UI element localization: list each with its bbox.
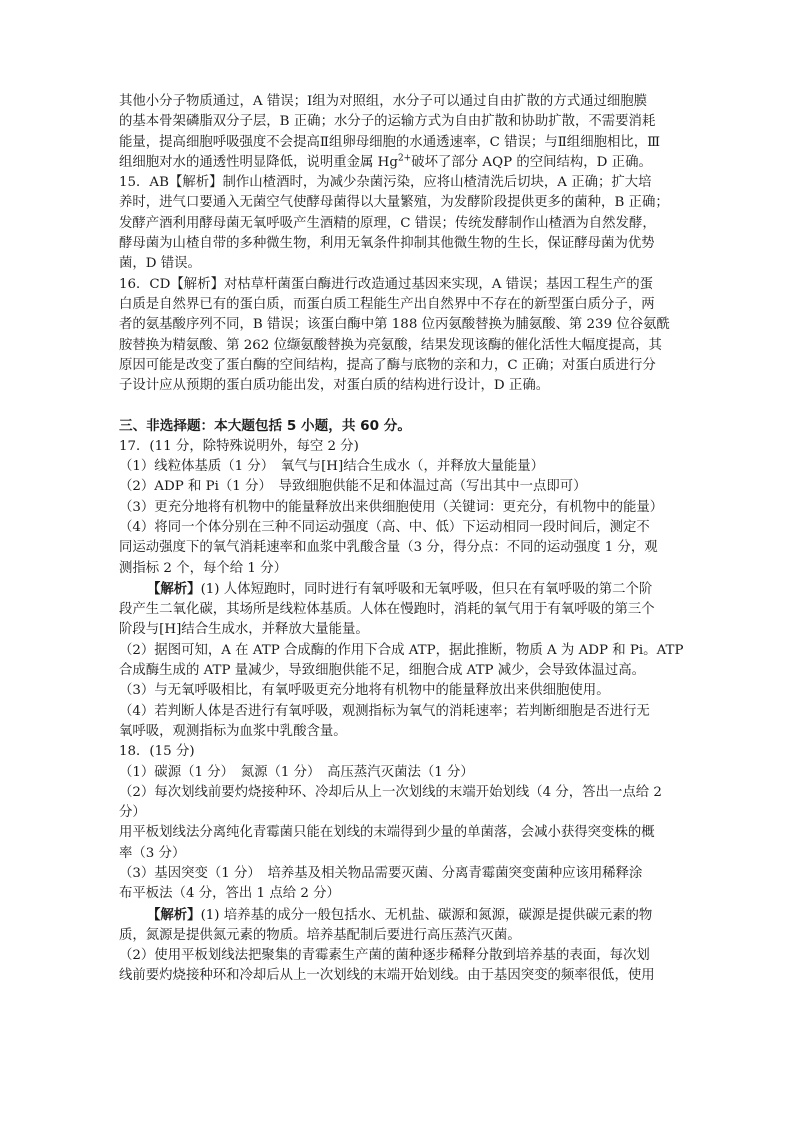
text-line: 18．(15 分) — [119, 744, 195, 760]
text-fragment: (1) 培养基的成分一般包括水、无机盐、碳源和氮源，碳源是提供碳元素的物 — [200, 907, 653, 923]
text-line: （3）基因突变（1 分） 培养基及相关物品需要灭菌、分离青霉菌突变菌种应该用稀释涂 — [119, 865, 643, 881]
answer-16 — [119, 275, 689, 397]
text-line: 能量，提高细胞呼吸强度不会提高Ⅱ组卵母细胞的水通透速率，C 错误；与Ⅱ组细胞相比，Ⅲ — [119, 134, 661, 150]
spacer — [119, 396, 689, 416]
text-line: （1）线粒体基质（1 分） 氧气与[H]结合生成水（，并释放大量能量） — [119, 459, 545, 475]
text-line — [119, 905, 689, 926]
document-page — [119, 92, 689, 987]
text-line: （3）更充分地将有机物中的能量释放出来供细胞使用（关键词：更充分，有机物中的能量） — [119, 499, 664, 515]
text-line: 白质是自然界已有的蛋白质，而蛋白质工程能生产出自然界中不存在的新型蛋白质分子，两 — [119, 296, 655, 312]
answer-15 — [119, 173, 689, 274]
text-line: 氧呼吸，观测指标为血浆中乳酸含量。 — [119, 723, 347, 739]
answer-14-continuation — [119, 92, 689, 173]
text-line: （2）据图可知，A 在 ATP 合成酶的作用下合成 ATP，据此推断，物质 A 为 ADP 和 Pi。ATP — [119, 642, 684, 658]
analysis-label: 【解析】 — [147, 906, 201, 923]
text-line: 胺替换为精氨酸、第 262 位缬氨酸替换为亮氨酸，结果发现该酶的催化活性大幅度提高，其 — [119, 337, 662, 353]
text-line: 16．CD【解析】对枯草杆菌蛋白酶进行改造通过基因来实现，A 错误；基因工程生产的蛋 — [119, 276, 654, 292]
text-line: 的基本骨架磷脂双分子层，B 正确；水分子的运输方式为自由扩散和协助扩散，不需要消耗 — [119, 114, 656, 130]
text-line: （2）每次划线前要灼烧接种环、冷却后从上一次划线的末端开始划线（4 分，答出一点给 2 — [119, 784, 662, 800]
text-line: （3）与无氧呼吸相比，有氧呼吸更充分地将有机物中的能量释放出来供细胞使用。 — [119, 683, 610, 699]
text-line: 质，氮源是提供氮元素的物质。培养基配制后要进行高压蒸汽灭菌。 — [119, 927, 521, 943]
text-line: 发酵产酒利用酵母菌无氧呼吸产生酒精的原理，C 错误；传统发酵制作山楂酒为自然发酵， — [119, 215, 656, 231]
text-fragment: (1) 人体短跑时，同时进行有氧呼吸和无氧呼吸，但只在有氧呼吸的第二个阶 — [200, 581, 653, 597]
text-line: 布平板法（4 分，答出 1 点给 2 分） — [119, 886, 340, 902]
text-line: （1）碳源（1 分） 氮源（1 分） 高压蒸汽灭菌法（1 分） — [119, 764, 474, 780]
text-line: 菌，D 错误。 — [119, 256, 201, 272]
section-heading: 三、非选择题：本大题包括 5 小题，共 60 分。 — [119, 418, 411, 435]
text-line: 段产生二氧化碳，其场所是线粒体基质。人体在慢跑时，消耗的氧气用于有氧呼吸的第三个 — [119, 602, 655, 618]
text-fragment: 组细胞对水的通透性明显降低，说明重金属 Hg — [119, 154, 398, 170]
text-line — [119, 579, 689, 600]
text-line: 酵母菌为山楂自带的多种微生物，利用无氧条件抑制其他微生物的生长，保证酵母菌为优势 — [119, 236, 655, 252]
text-line: 同运动强度下的氧气消耗速率和血浆中乳酸含量（3 分，得分点：不同的运动强度 1 分，观 — [119, 540, 658, 556]
text-line: （4）将同一个体分别在三种不同运动强度（高、中、低）下运动相同一段时间后，测定不 — [119, 519, 650, 535]
text-line: （2）使用平板划线法把聚集的青霉素生产菌的菌种逐步稀释分散到培养基的表面，每次划 — [119, 948, 650, 964]
text-line: 养时，进气口要通入无菌空气使酵母菌得以大量繁殖，为发酵阶段提供更多的菌种，B 正确； — [119, 195, 669, 211]
text-line: 率（3 分） — [119, 845, 186, 861]
text-line: 其他小分子物质通过，A 错误；I组为对照组，水分子可以通过自由扩散的方式通过细胞膜 — [119, 94, 648, 109]
text-line: 原因可能是改变了蛋白酶的空间结构，提高了酶与底物的亲和力，C 正确；对蛋白质进行分 — [119, 357, 656, 373]
answer-18 — [119, 742, 689, 987]
analysis-label: 【解析】 — [147, 580, 201, 597]
text-line: 15．AB【解析】制作山楂酒时，为减少杂菌污染，应将山楂清洗后切块，A 正确；扩大培 — [119, 175, 652, 191]
text-line: 用平板划线法分离纯化青霉菌只能在划线的末端得到少量的单菌落，会减小获得突变株的概 — [119, 825, 655, 841]
text-line: 子设计应从预期的蛋白质功能出发，对蛋白质的结构进行设计，D 正确。 — [119, 378, 550, 394]
text-line — [119, 153, 689, 173]
text-line: 测指标 2 个，每个给 1 分） — [119, 560, 287, 576]
text-line: 17．(11 分，除特殊说明外，每空 2 分) — [119, 438, 359, 454]
superscript: 2+ — [397, 153, 412, 164]
text-fragment: 破坏了部分 AQP 的空间结构，D 正确。 — [411, 154, 652, 170]
text-line: 合成酶生成的 ATP 量减少，导致细胞供能不足，细胞合成 ATP 减少，会导致体温过高。 — [119, 663, 646, 679]
text-line: 线前要灼烧接种环和冷却后从上一次划线的末端开始划线。由于基因突变的频率很低，使用 — [119, 968, 655, 984]
text-line: 分） — [119, 805, 146, 821]
text-line: 阶段与[H]结合生成水，并释放大量能量。 — [119, 622, 369, 638]
text-line: （4）若判断人体是否进行有氧呼吸，观测指标为氧气的消耗速率；若判断细胞是否进行无 — [119, 703, 650, 719]
text-line: 者的氨基酸序列不同，B 错误；该蛋白酶中第 188 位丙氨酸替换为脯氨酸、第 239 位谷氨酰 — [119, 317, 670, 333]
text-line: （2）ADP 和 Pi（1 分） 导致细胞供能不足和体温过高（写出其中一点即可） — [119, 479, 587, 495]
answer-17 — [119, 437, 689, 742]
